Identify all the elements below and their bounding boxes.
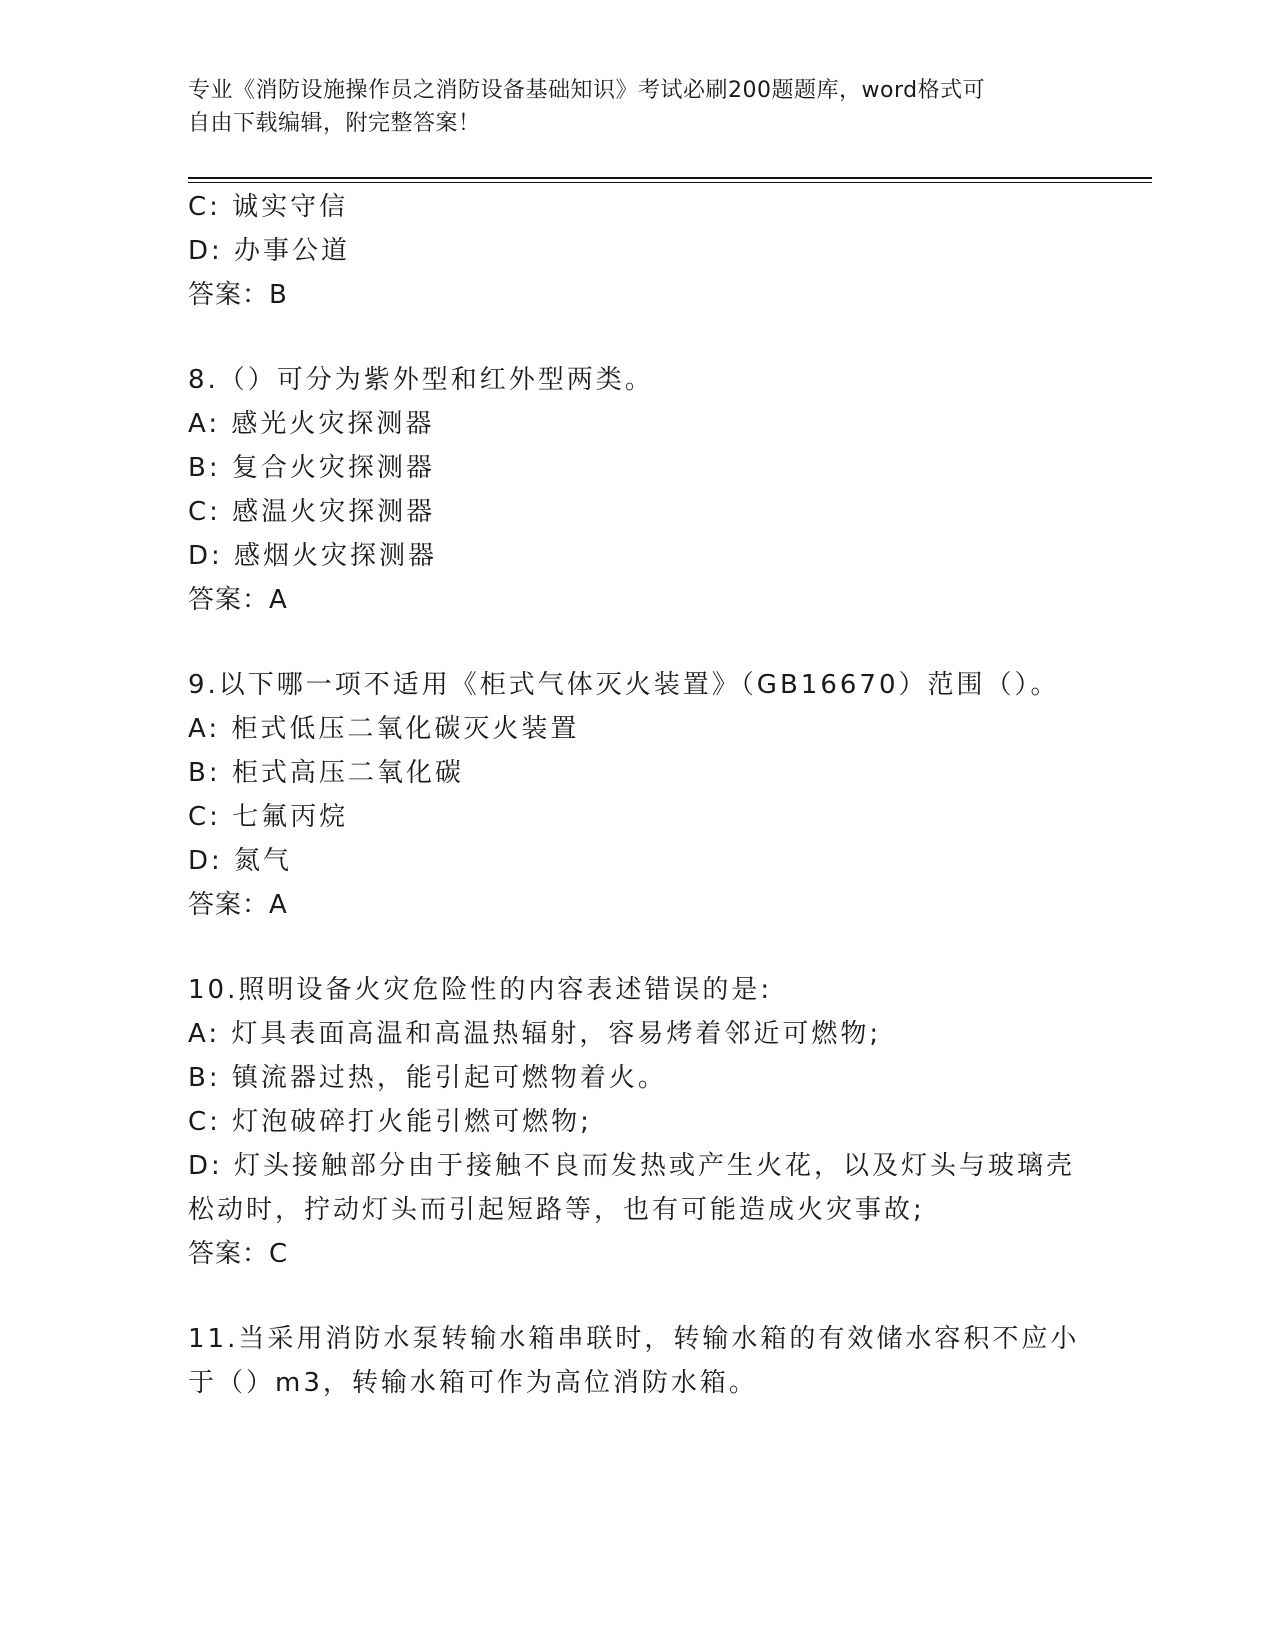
q10-option-a: A: 灯具表面高温和高温热辐射，容易烤着邻近可燃物;	[188, 1019, 882, 1049]
q8-option-a: A: 感光火灾探测器	[188, 409, 435, 439]
header-rule-thick	[188, 177, 1152, 179]
q10-option-b: B: 镇流器过热，能引起可燃物着火。	[188, 1063, 667, 1093]
q8-option-d: D: 感烟火灾探测器	[188, 541, 438, 571]
q8-option-c: C: 感温火灾探测器	[188, 497, 436, 527]
q10-option-c: C: 灯泡破碎打火能引燃可燃物;	[188, 1107, 592, 1137]
q10-answer: 答案：C	[188, 1239, 289, 1269]
q9-answer: 答案：A	[188, 890, 288, 920]
header-line-2: 自由下载编辑，附完整答案！	[188, 111, 481, 136]
q7-option-c: C: 诚实守信	[188, 192, 349, 222]
q7-option-d: D: 办事公道	[188, 236, 351, 266]
q8-stem: 8.（）可分为紫外型和红外型两类。	[188, 365, 654, 395]
document-header	[188, 74, 1068, 140]
q10-option-d: D: 灯头接触部分由于接触不良而发热或产生火花，以及灯头与玻璃壳	[188, 1151, 1076, 1181]
q9-option-a: A: 柜式低压二氧化碳灭火装置	[188, 714, 580, 744]
q11-stem: 11.当采用消防水泵转输水箱串联时，转输水箱的有效储水容积不应小	[188, 1324, 1080, 1354]
q7-answer: 答案：B	[188, 280, 288, 310]
header-rule-thin	[188, 182, 1152, 183]
q8-option-b: B: 复合火灾探测器	[188, 453, 435, 483]
q10-stem: 10.照明设备火灾危险性的内容表述错误的是:	[188, 975, 773, 1005]
q8-answer: 答案：A	[188, 585, 288, 615]
header-line-1: 专业《消防设施操作员之消防设备基础知识》考试必刷200题题库，word格式可	[188, 78, 986, 103]
q9-option-b: B: 柜式高压二氧化碳	[188, 758, 464, 788]
q11-stem-continued: 于（）m3，转输水箱可作为高位消防水箱。	[188, 1368, 758, 1398]
q9-option-c: C: 七氟丙烷	[188, 802, 349, 832]
q9-option-d: D: 氮气	[188, 846, 293, 876]
q10-option-d-continued: 松动时，拧动灯头而引起短路等，也有可能造成火灾事故;	[188, 1195, 925, 1225]
q9-stem: 9.以下哪一项不适用《柜式气体灭火装置》（GB16670）范围（）。	[188, 670, 1060, 700]
